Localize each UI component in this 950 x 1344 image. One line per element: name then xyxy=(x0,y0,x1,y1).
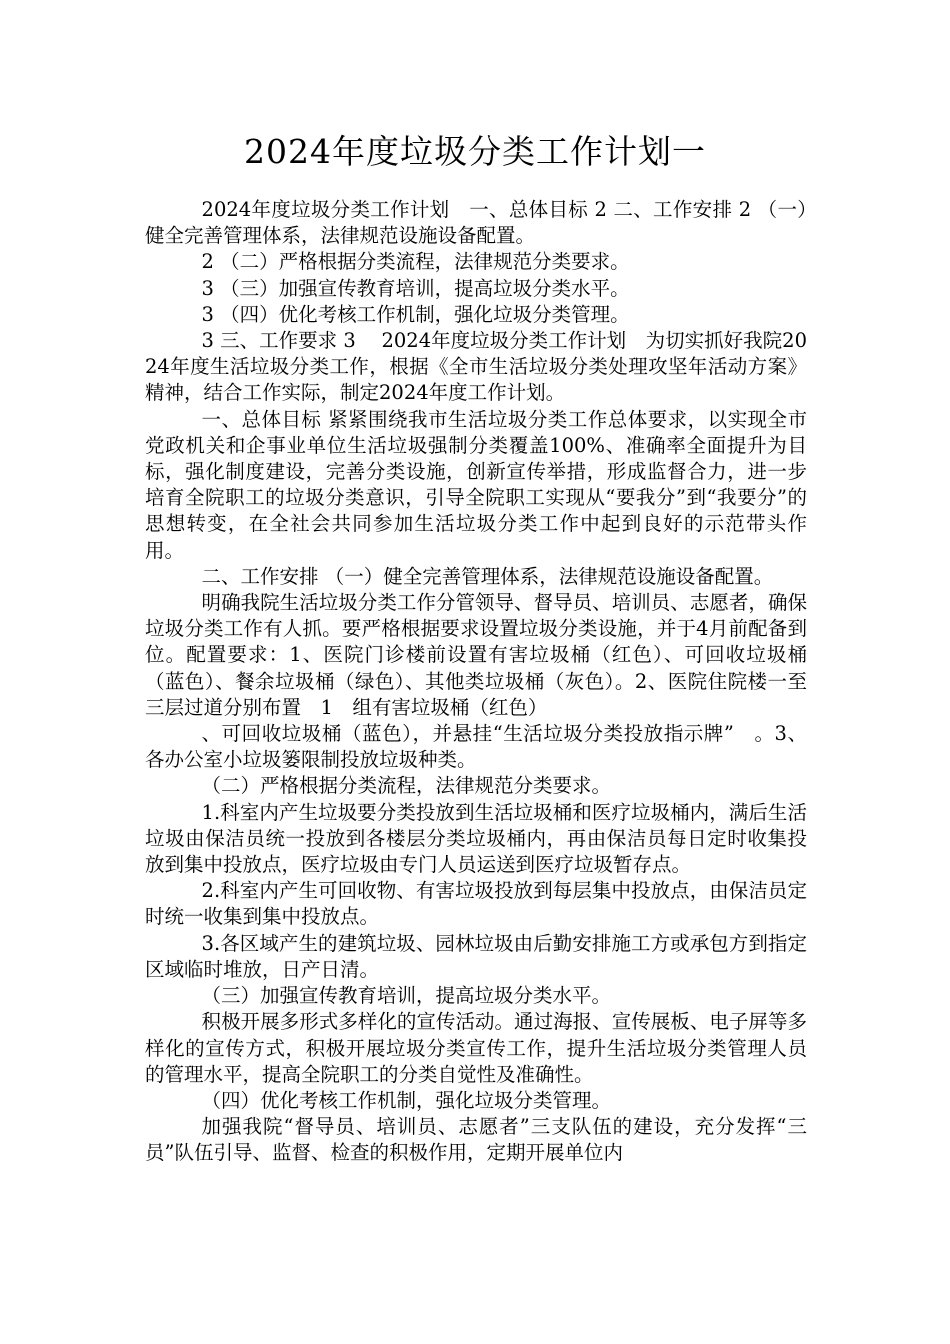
paragraph-intro: 3 三、工作要求 3 2024年度垃圾分类工作计划 为切实抓好我院2024年度生活垃圾分类工作，根据《全市生活垃圾分类处理攻坚年活动方案》精神，结合工作实际，制定2024年度工作计划。 xyxy=(145,329,807,405)
section-heading-sorting-process: （二）严格根据分类流程，法律规范分类要求。 xyxy=(201,774,612,798)
paragraph-toc-1: 2024年度垃圾分类工作计划 一、总体目标 2 二、工作安排 2 （一）健全完善管理体系，法律规范设施设备配置。 xyxy=(145,198,807,248)
section-heading-assessment: （四）优化考核工作机制，强化垃圾分类管理。 xyxy=(201,1088,612,1112)
section-heading-publicity-training: （三）加强宣传教育培训，提高垃圾分类水平。 xyxy=(201,984,612,1008)
paragraph-sorting-item-2: 2.科室内产生可回收物、有害垃圾投放到每层集中投放点，由保洁员定时统一收集到集中投放点。 xyxy=(145,879,807,929)
paragraph-toc-2: 2 （二）严格根据分类流程，法律规范分类要求。 xyxy=(201,250,630,274)
paragraph-work-arrangement: 二、工作安排 （一）健全完善管理体系，法律规范设施设备配置。 xyxy=(201,564,774,588)
document-body xyxy=(145,197,807,1167)
paragraph-toc-4: 3 （四）优化考核工作机制，强化垃圾分类管理。 xyxy=(201,302,630,326)
paragraph-toc-3: 3 （三）加强宣传教育培训，提高垃圾分类水平。 xyxy=(201,276,630,300)
paragraph-publicity: 积极开展多形式多样化的宣传活动。通过海报、宣传展板、电子屏等多样化的宣传方式，积极开展垃圾分类宣传工作，提升生活垃圾分类管理人员的管理水平，提高全院职工的分类自觉性及准确性。 xyxy=(145,1010,807,1086)
paragraph-management-system: 明确我院生活垃圾分类工作分管领导、督导员、培训员、志愿者，确保垃圾分类工作有人抓。要严格根据要求设置垃圾分类设施，并于4月前配备到位。配置要求：1、医院门诊楼前设置有害垃圾桶（红色）、可回收垃圾桶（蓝色）、餐余垃圾桶（绿色）、其他类垃圾桶（灰色）。2、医院住院楼一至三层过道分别布置 1 组有害垃圾桶（红色） xyxy=(145,591,807,719)
paragraph-assessment: 加强我院“督导员、培训员、志愿者”三支队伍的建设，充分发挥“三员”队伍引导、监督、检查的积极作用，定期开展单位内 xyxy=(145,1115,807,1165)
paragraph-overall-goal: 一、总体目标 紧紧围绕我市生活垃圾分类工作总体要求，以实现全市党政机关和企事业单位生活垃圾强制分类覆盖100%、准确率全面提升为目标，强化制度建设，完善分类设施，创新宣传举措，形成监督合力，进一步培育全院职工的垃圾分类意识，引导全院职工实现从“要我分”到“我要分”的思想转变，在全社会共同参加生活垃圾分类工作中起到良好的示范带头作用。 xyxy=(145,407,807,562)
paragraph-sorting-item-1: 1.科室内产生垃圾要分类投放到生活垃圾桶和医疗垃圾桶内，满后生活垃圾由保洁员统一投放到各楼层分类垃圾桶内，再由保洁员每日定时收集投放到集中投放点，医疗垃圾由专门人员运送到医疗垃圾暂存点。 xyxy=(145,800,807,877)
paragraph-management-continued: 、可回收垃圾桶（蓝色），并悬挂“生活垃圾分类投放指示牌” 。3、各办公室小垃圾篓限制投放垃圾种类。 xyxy=(145,722,807,772)
document-title: 2024年度垃圾分类工作计划一 xyxy=(244,132,706,171)
paragraph-sorting-item-3: 3.各区域产生的建筑垃圾、园林垃圾由后勤安排施工方或承包方到指定区域临时堆放，日产日清。 xyxy=(145,931,807,981)
